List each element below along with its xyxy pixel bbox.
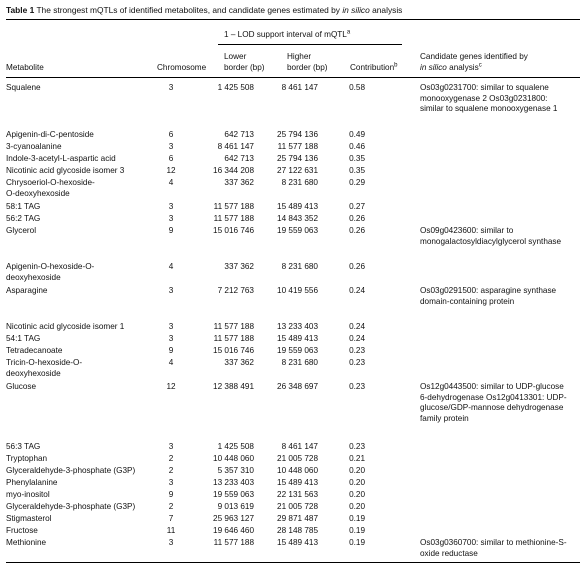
table-caption	[6, 5, 581, 16]
caption-label: Table 1	[6, 5, 35, 15]
candidate-gene-cell: Os09g0423600: similar to monogalactosyldiacylglycerol synthase	[420, 226, 562, 246]
contribution-cell: 0.24	[349, 334, 365, 343]
contribution-cell: 0.19	[349, 538, 365, 547]
bottom-rule	[6, 562, 580, 563]
chromosome-cell: 6	[168, 130, 174, 139]
metabolite-cell: Glyceraldehyde-3-phosphate (G3P)	[6, 466, 136, 475]
higher-border-cell: 19 559 063	[277, 226, 318, 235]
lower-border-cell: 8 461 147	[217, 142, 254, 151]
header-chromosome: Chromosome	[157, 63, 207, 72]
contribution-cell: 0.20	[349, 478, 365, 487]
lower-border-cell: 11 577 188	[213, 214, 254, 223]
chromosome-cell: 11	[166, 526, 176, 535]
chromosome-cell: 3	[168, 202, 174, 211]
higher-border-cell: 8 231 680	[281, 262, 318, 271]
lower-border-cell: 19 559 063	[213, 490, 254, 499]
metabolite-cell: Nicotinic acid glycoside isomer 3	[6, 166, 125, 175]
chromosome-cell: 3	[168, 322, 174, 331]
higher-border-cell: 25 794 136	[277, 130, 318, 139]
contribution-cell: 0.29	[349, 178, 365, 187]
lower-border-cell: 1 425 508	[217, 83, 254, 92]
metabolite-cell: Nicotinic acid glycoside isomer 1	[6, 322, 125, 331]
contribution-cell: 0.19	[349, 514, 365, 523]
lower-border-cell: 19 646 460	[213, 526, 254, 535]
chromosome-cell: 7	[168, 514, 174, 523]
chromosome-cell: 3	[168, 214, 174, 223]
candidate-gene-cell: Os12g0443500: similar to UDP-glucose 6-dehydrogenase Os12g0413301: UDP-glucose/GDP-mannose dehydrogenase family protein	[420, 382, 567, 423]
higher-border-cell: 11 577 188	[277, 142, 318, 151]
contribution-cell: 0.27	[349, 202, 365, 211]
higher-border-cell: 27 122 631	[277, 166, 318, 175]
metabolite-cell: Phenylalanine	[6, 478, 58, 487]
chromosome-cell: 12	[166, 166, 176, 175]
chromosome-cell: 3	[168, 538, 174, 547]
metabolite-cell: Tetradecanoate	[6, 346, 63, 355]
lower-border-cell: 15 016 746	[213, 226, 254, 235]
metabolite-cell: 56:3 TAG	[6, 442, 41, 451]
caption-tail: analysis	[372, 5, 403, 15]
higher-border-cell: 15 489 413	[277, 538, 318, 547]
contribution-cell: 0.26	[349, 214, 365, 223]
chromosome-cell: 12	[166, 382, 176, 391]
contribution-cell: 0.20	[349, 490, 365, 499]
header-higher-1: Higher	[287, 52, 312, 61]
higher-border-cell: 8 231 680	[281, 358, 318, 367]
metabolite-cell: Glycerol	[6, 226, 37, 235]
metabolite-cell: Apigenin-O-hexoside-O-deoxyhexoside	[6, 262, 95, 282]
header-genes-2: in silico analysis$^c$	[420, 62, 482, 72]
metabolite-cell: 54:1 TAG	[6, 334, 41, 343]
lower-border-cell: 11 577 188	[213, 538, 254, 547]
contribution-cell: 0.20	[349, 502, 365, 511]
higher-border-cell: 8 461 147	[281, 83, 318, 92]
caption-italic: in silico	[342, 5, 370, 15]
higher-border-cell: 26 348 697	[277, 382, 318, 391]
header-genes-1: Candidate genes identified by	[420, 52, 528, 61]
lower-border-cell: 642 713	[224, 154, 254, 163]
contribution-cell: 0.23	[349, 382, 365, 391]
contribution-cell: 0.49	[349, 130, 365, 139]
header-contribution: Contribution$^b$	[350, 62, 398, 72]
metabolite-cell: Chrysoeriol-O-hexoside-O-deoxyhexoside	[6, 178, 95, 198]
candidate-gene-cell: Os03g0291500: asparagine synthase domain-containing protein	[420, 286, 557, 306]
lower-border-cell: 11 577 188	[213, 202, 254, 211]
higher-border-cell: 21 005 728	[277, 502, 318, 511]
caption-text: The strongest mQTLs of identified metabolites, and candidate genes estimated by	[36, 5, 340, 15]
metabolite-cell: 58:1 TAG	[6, 202, 41, 211]
contribution-cell: 0.26	[349, 226, 365, 235]
contribution-cell: 0.24	[349, 322, 365, 331]
lower-border-cell: 337 362	[224, 358, 254, 367]
higher-border-cell: 14 843 352	[277, 214, 318, 223]
higher-border-cell: 21 005 728	[277, 454, 318, 463]
contribution-cell: 0.19	[349, 526, 365, 535]
lower-border-cell: 1 425 508	[217, 442, 254, 451]
lower-border-cell: 10 448 060	[213, 454, 254, 463]
header-lower-2: border (bp)	[224, 63, 265, 72]
metabolite-cell: Fructose	[6, 526, 38, 535]
header-higher-2: border (bp)	[287, 63, 328, 72]
contribution-cell: 0.35	[349, 166, 365, 175]
metabolite-cell: Asparagine	[6, 286, 48, 295]
higher-border-cell: 15 489 413	[277, 202, 318, 211]
higher-border-cell: 22 131 563	[277, 490, 318, 499]
higher-border-cell: 28 148 785	[277, 526, 318, 535]
higher-border-cell: 29 871 487	[277, 514, 318, 523]
contribution-cell: 0.20	[349, 466, 365, 475]
chromosome-cell: 4	[168, 178, 174, 187]
metabolite-cell: Stigmasterol	[6, 514, 52, 523]
contribution-cell: 0.35	[349, 154, 365, 163]
header-lower-1: Lower	[224, 52, 247, 61]
metabolite-cell: Methionine	[6, 538, 47, 547]
metabolite-cell: Glyceraldehyde-3-phosphate (G3P)	[6, 502, 136, 511]
metabolite-cell: Apigenin-di-C-pentoside	[6, 130, 94, 139]
contribution-cell: 0.23	[349, 358, 365, 367]
header-rule	[6, 77, 580, 78]
metabolite-cell: myo-inositol	[6, 490, 50, 499]
contribution-cell: 0.23	[349, 442, 365, 451]
chromosome-cell: 4	[168, 358, 174, 367]
contribution-cell: 0.21	[349, 454, 365, 463]
lower-border-cell: 337 362	[224, 262, 254, 271]
candidate-gene-cell: Os03g0231700: similar to squalene monooxygenase 2 Os03g0231800: similar to squalene monooxygenase 1	[420, 83, 558, 113]
chromosome-cell: 4	[168, 262, 174, 271]
chromosome-cell: 3	[168, 142, 174, 151]
contribution-cell: 0.58	[349, 83, 365, 92]
metabolite-cell: Glucose	[6, 382, 37, 391]
higher-border-cell: 13 233 403	[277, 322, 318, 331]
chromosome-cell: 2	[168, 454, 174, 463]
lower-border-cell: 11 577 188	[213, 322, 254, 331]
higher-border-cell: 15 489 413	[277, 478, 318, 487]
contribution-cell: 0.46	[349, 142, 365, 151]
metabolite-cell: Squalene	[6, 83, 41, 92]
higher-border-cell: 8 461 147	[281, 442, 318, 451]
chromosome-cell: 3	[168, 83, 174, 92]
chromosome-cell: 9	[168, 490, 174, 499]
higher-border-cell: 8 231 680	[281, 178, 318, 187]
higher-border-cell: 10 419 556	[277, 286, 318, 295]
contribution-cell: 0.23	[349, 346, 365, 355]
lod-group-header: 1 – LOD support interval of mQTL$^a$	[224, 29, 351, 39]
chromosome-cell: 3	[168, 478, 174, 487]
lower-border-cell: 7 212 763	[217, 286, 254, 295]
lower-border-cell: 15 016 746	[213, 346, 254, 355]
chromosome-cell: 6	[168, 154, 174, 163]
chromosome-cell: 9	[168, 346, 174, 355]
contribution-cell: 0.26	[349, 262, 365, 271]
higher-border-cell: 25 794 136	[277, 154, 318, 163]
lower-border-cell: 12 388 491	[213, 382, 254, 391]
lower-border-cell: 642 713	[224, 130, 254, 139]
top-rule	[6, 19, 580, 20]
lower-border-cell: 13 233 403	[213, 478, 254, 487]
chromosome-cell: 2	[168, 466, 174, 475]
chromosome-cell: 3	[168, 442, 174, 451]
higher-border-cell: 10 448 060	[277, 466, 318, 475]
candidate-gene-cell: Os03g0360700: similar to methionine-S-oxide reductase	[420, 538, 567, 558]
metabolite-cell: Tryptophan	[6, 454, 48, 463]
lower-border-cell: 337 362	[224, 178, 254, 187]
lower-border-cell: 16 344 208	[213, 166, 254, 175]
lod-group-rule	[218, 44, 402, 45]
metabolite-cell: 3-cyanoalanine	[6, 142, 62, 151]
metabolite-cell: Indole-3-acetyl-L-aspartic acid	[6, 154, 116, 163]
metabolite-cell: Tricin-O-hexoside-O-deoxyhexoside	[6, 358, 83, 378]
higher-border-cell: 19 559 063	[277, 346, 318, 355]
chromosome-cell: 2	[168, 502, 174, 511]
higher-border-cell: 15 489 413	[277, 334, 318, 343]
header-metabolite: Metabolite	[6, 63, 44, 72]
metabolite-cell: 56:2 TAG	[6, 214, 41, 223]
lower-border-cell: 9 013 619	[217, 502, 254, 511]
chromosome-cell: 3	[168, 286, 174, 295]
lower-border-cell: 5 357 310	[217, 466, 254, 475]
chromosome-cell: 3	[168, 334, 174, 343]
lower-border-cell: 11 577 188	[213, 334, 254, 343]
lower-border-cell: 25 963 127	[213, 514, 254, 523]
contribution-cell: 0.24	[349, 286, 365, 295]
chromosome-cell: 9	[168, 226, 174, 235]
